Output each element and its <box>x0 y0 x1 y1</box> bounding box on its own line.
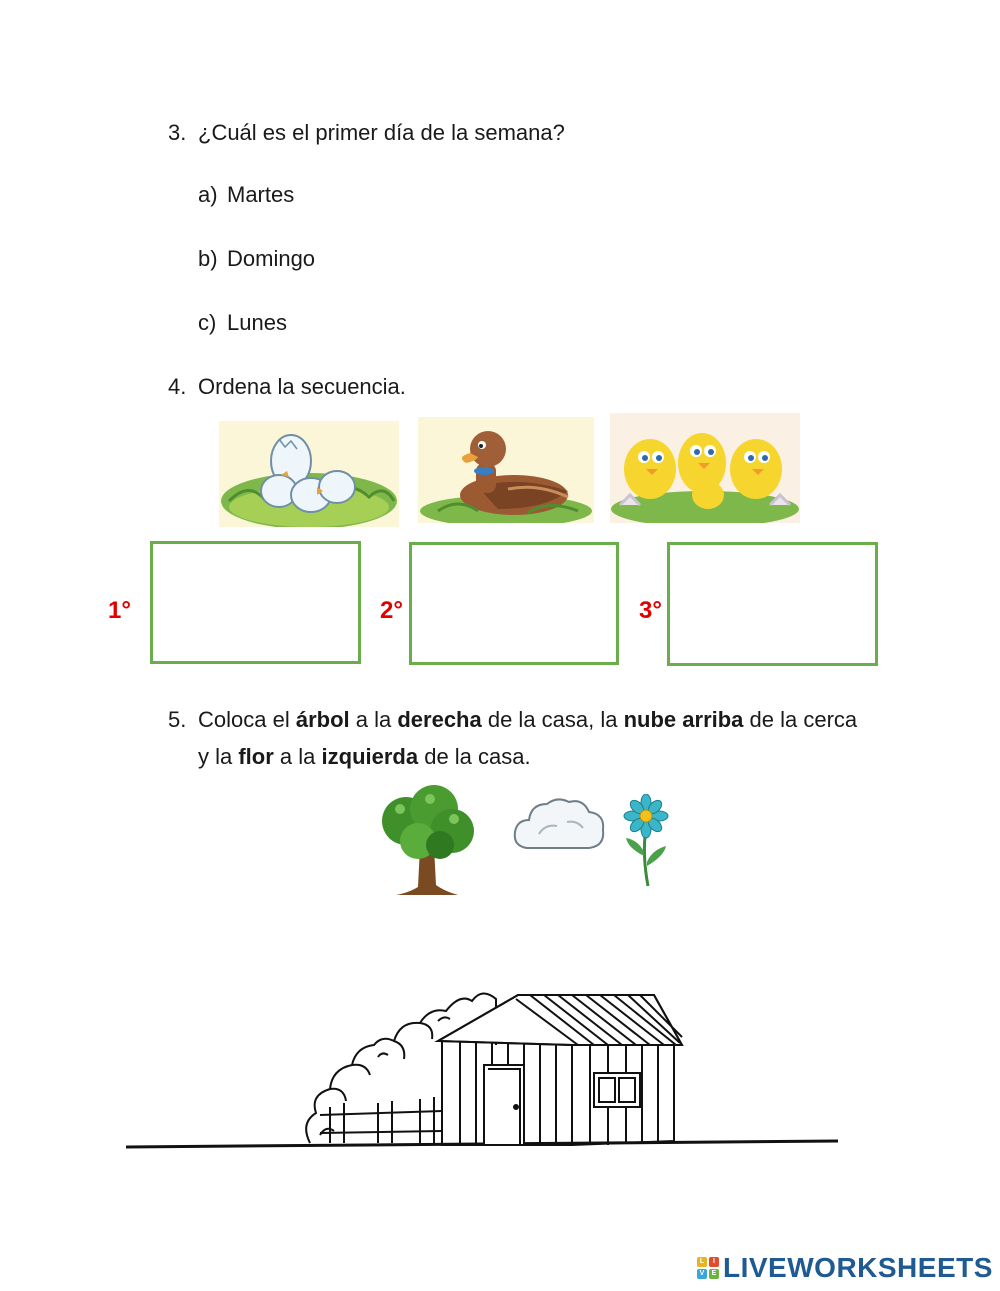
logo-mark-icon <box>697 1257 719 1279</box>
option-b[interactable] <box>198 246 315 272</box>
logo-mark-letter: I <box>709 1257 719 1267</box>
flower-icon[interactable] <box>620 794 672 888</box>
instruction-segment: Coloca el <box>198 707 296 732</box>
option-text: Lunes <box>227 310 287 335</box>
option-letter: b) <box>198 246 218 271</box>
question-number: 5. <box>168 707 187 732</box>
option-letter: c) <box>198 310 217 335</box>
instruction-segment: de la cerca y la <box>198 707 858 769</box>
order-label-third: 3° <box>639 597 662 624</box>
option-text: Martes <box>227 182 295 207</box>
duck-nest-image[interactable] <box>418 417 594 523</box>
answer-box-3[interactable] <box>667 542 878 666</box>
instruction-segment: a la <box>273 744 322 769</box>
option-c[interactable] <box>198 310 287 336</box>
question-number: 4. <box>168 374 187 399</box>
keyword-left: izquierda <box>321 744 419 769</box>
logo-mark-letter: V <box>697 1269 707 1279</box>
answer-box-1[interactable] <box>150 541 361 664</box>
instruction-segment: a la <box>349 707 398 732</box>
keyword-right: derecha <box>397 707 482 732</box>
cloud-icon[interactable] <box>511 794 607 858</box>
keyword-flower: flor <box>238 744 274 769</box>
question-4 <box>168 368 406 405</box>
order-label-first: 1° <box>108 597 131 624</box>
house-scene-drop-area[interactable] <box>120 985 842 1155</box>
eggs-nest-image[interactable] <box>219 421 399 527</box>
ducklings-nest-image[interactable] <box>610 413 800 523</box>
keyword-tree: árbol <box>295 707 350 732</box>
question-text <box>198 701 858 775</box>
option-text: Domingo <box>227 246 316 271</box>
keyword-cloud-above: nube arriba <box>623 707 744 732</box>
logo-mark-letter: L <box>697 1257 707 1267</box>
question-text: Ordena la secuencia. <box>198 374 406 399</box>
option-a[interactable] <box>198 182 294 208</box>
instruction-segment: de la casa. <box>418 744 531 769</box>
option-letter: a) <box>198 182 218 207</box>
order-label-second: 2° <box>380 597 403 624</box>
logo-text: LIVEWORKSHEETS <box>723 1252 993 1283</box>
question-number: 3. <box>168 120 187 145</box>
liveworksheets-logo <box>697 1252 993 1284</box>
question-5 <box>168 701 858 775</box>
question-3 <box>168 114 565 151</box>
answer-box-2[interactable] <box>409 542 619 665</box>
question-text: ¿Cuál es el primer día de la semana? <box>198 120 565 145</box>
tree-icon[interactable] <box>378 785 476 901</box>
instruction-segment: de la casa, la <box>481 707 624 732</box>
logo-mark-letter: E <box>709 1269 719 1279</box>
